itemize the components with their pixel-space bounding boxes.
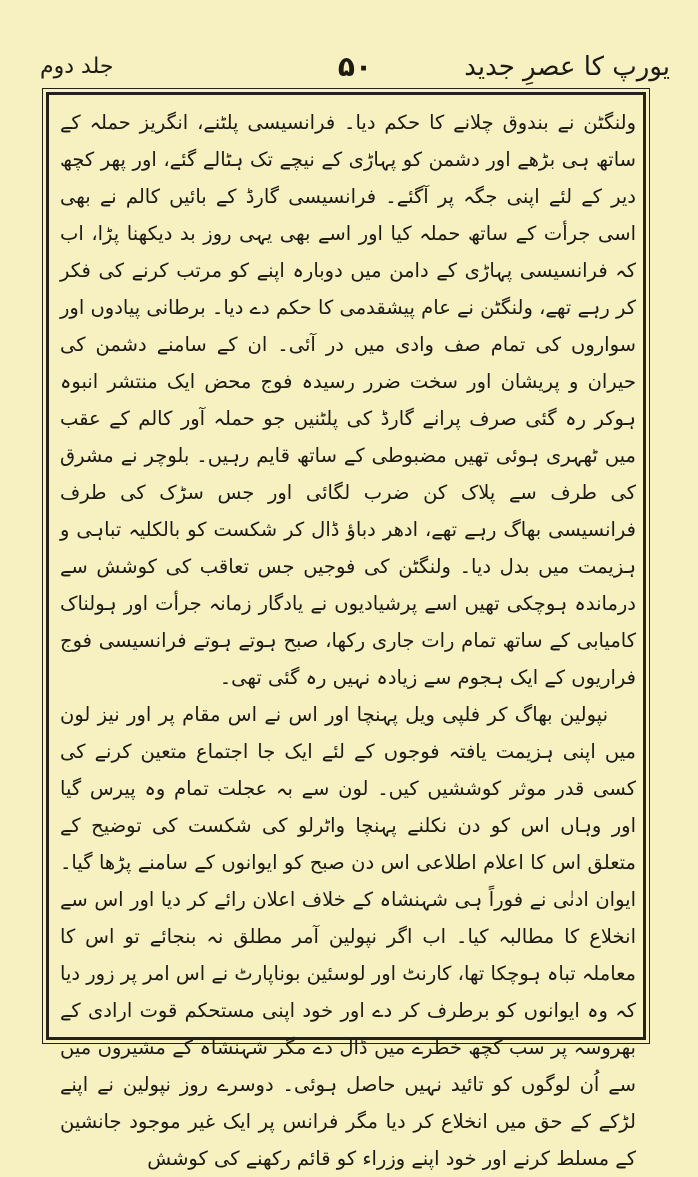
- volume-label: جلد دوم: [40, 54, 114, 79]
- body-text: [60, 104, 636, 1170]
- paragraph-1: ولنگٹن نے بندوق چلانے کا حکم دیا۔ فرانسیسی پلٹنے، انگریز حملہ کے ساتھ ہی بڑھے اور دشمن کو پہاڑی کے نیچے تک ہٹالے گئے، اور پھر کچھ دیر کے لئے اپنی جگہ پر آگئے۔ فرانسیسی گارڈ کے بائیں کالم نے بھی اسی جرأت کے ساتھ حملہ کیا اور اسے بھی یہی روز بد دیکھنا پڑا، اب کہ فرانسیسی پہاڑی کے دامن میں دوبارہ اپنے کو مرتب کرنے کی فکر کر رہے تھے، ولنگٹن نے عام پیشقدمی کا حکم دے دیا۔ برطانی پیادوں اور سواروں کی تمام صف وادی میں در آئی۔ ان کے سامنے دشمن کی حیران و پریشان اور سخت ضرر رسیدہ فوج محض ایک منتشر انبوہ ہوکر رہ گئی صرف پرانے گارڈ کی پلٹنیں جو حملہ آور کالم کے عقب میں ٹھہری ہوئی تھیں مضبوطی کے ساتھ قایم رہیں۔ بلوچر نے مشرق کی طرف سے پلاک کن ضرب لگائی اور جس سڑک کی طرف فرانسیسی بھاگ رہے تھے، ادھر دباؤ ڈال کر شکست کو بالکلیہ تباہی و ہزیمت میں بدل دیا۔ ولنگٹن کی فوجیں جس تعاقب کی کوشش سے درماندہ ہوچکی تھیں اسے پرشیادیوں نے یادگار زمانہ جرأت اور ہولناک کامیابی کے ساتھ تمام رات جاری رکھا، صبح ہوتے ہوتے فرانسیسی فوج فراریوں کے ایک ہجوم سے زیادہ نہیں رہ گئی تھی۔: [60, 111, 636, 689]
- running-title: یورپ کا عصرِ جدید: [464, 52, 670, 82]
- page-number: ۵۰: [337, 50, 373, 83]
- page-header: [40, 44, 670, 88]
- paragraph-2: نپولین بھاگ کر فلپی ویل پہنچا اور اس نے اس مقام پر اور نیز لون میں اپنی ہزیمت یافتہ فوجوں کے لئے ایک جا اجتماع متعین کرنے کی کسی قدر موثر کوششیں کیں۔ لون سے بہ عجلت تمام وہ پیرس گیا اور وہاں اس کو دن نکلنے پہنچا واٹرلو کی شکست کی توضیح کے متعلق اس کا اعلام اطلاعی اس دن صبح کو ایوانوں کے سامنے پڑھا گیا۔ ایوان ادنٰی نے فوراً ہی شہنشاہ کے خلاف اعلان رائے کر دیا اور اس سے انخلاع کا مطالبہ کیا۔ اب اگر نپولین آمر مطلق نہ بنجائے تو اس کا معاملہ تباہ ہوچکا تھا، کارنٹ اور لوسئین بوناپارٹ نے اس امر پر زور دیا کہ وہ ایوانوں کو برطرف کر دے اور خود اپنی مستحکم قوت ارادی کے بھروسہ پر سب کچھ خطرے میں ڈال دے مگر شہنشاہ کے مشیروں میں سے اُن لوگوں کو تائید نہیں حاصل ہوئی۔ دوسرے روز نپولین نے اپنے لڑکے کے حق میں انخلاع کر دیا مگر فرانس پر ایک غیر موجود جانشین کے مسلط کرنے اور خود اپنے وزراء کو قائم رکھنے کی کوشش: [60, 703, 636, 1170]
